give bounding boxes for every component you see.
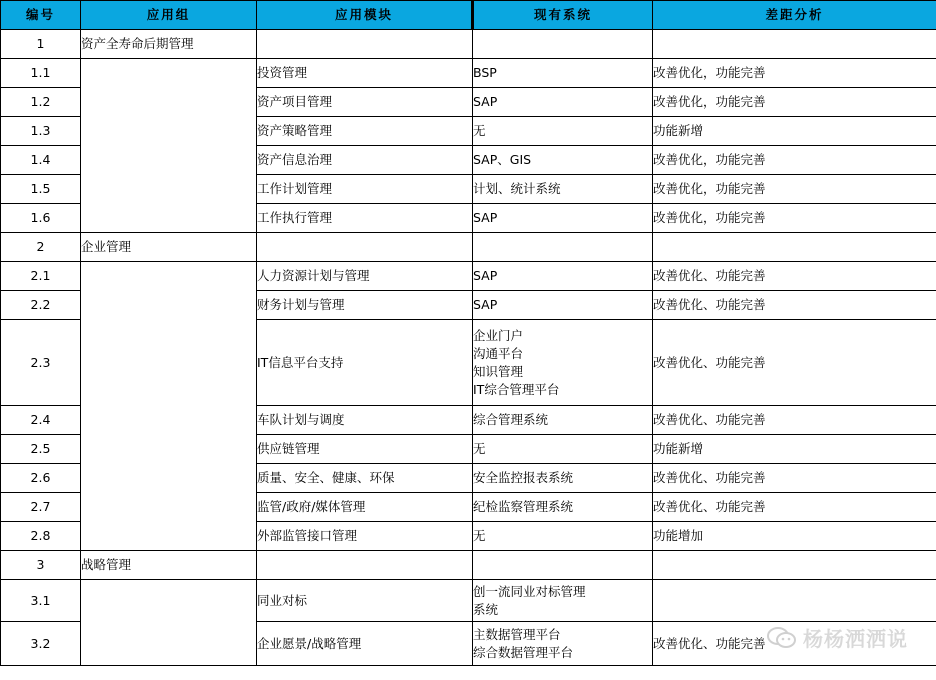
app-module: 质量、安全、健康、环保 bbox=[257, 464, 473, 493]
app-module: 人力资源计划与管理 bbox=[257, 262, 473, 291]
row-number: 1 bbox=[1, 30, 81, 59]
gap-analysis: 功能增加 bbox=[653, 522, 936, 551]
system-line: BSP bbox=[473, 65, 497, 80]
gap-analysis: 改善优化、功能完善 bbox=[653, 493, 936, 522]
row-number: 1.4 bbox=[1, 146, 81, 175]
wechat-icon bbox=[767, 626, 797, 650]
app-module: 资产策略管理 bbox=[257, 117, 473, 146]
system-line: 纪检监察管理系统 bbox=[473, 499, 574, 514]
system-line: 无 bbox=[473, 123, 486, 138]
app-group: 战略管理 bbox=[81, 551, 257, 580]
gap-analysis: 改善优化，功能完善 bbox=[653, 59, 936, 88]
existing-system bbox=[473, 580, 653, 622]
header-group: 应用组 bbox=[81, 1, 257, 30]
gap-analysis: 改善优化、功能完善 bbox=[653, 262, 936, 291]
gap-analysis: 改善优化，功能完善 bbox=[653, 88, 936, 117]
existing-system bbox=[473, 435, 653, 464]
row-number: 1.6 bbox=[1, 204, 81, 233]
row-number: 3 bbox=[1, 551, 81, 580]
row-number: 2.6 bbox=[1, 464, 81, 493]
existing-system bbox=[473, 88, 653, 117]
header-module: 应用模块 bbox=[257, 1, 473, 30]
system-line: 知识管理 bbox=[473, 363, 524, 379]
app-module: 工作计划管理 bbox=[257, 175, 473, 204]
app-module: 投资管理 bbox=[257, 59, 473, 88]
existing-system bbox=[473, 291, 653, 320]
app-module: 外部监管接口管理 bbox=[257, 522, 473, 551]
row-number: 2 bbox=[1, 233, 81, 262]
row-number: 1.1 bbox=[1, 59, 81, 88]
row-number: 1.5 bbox=[1, 175, 81, 204]
gap-analysis: 改善优化、功能完善 bbox=[653, 622, 936, 666]
system-line: SAP bbox=[473, 210, 498, 225]
existing-system bbox=[473, 117, 653, 146]
existing-system bbox=[473, 59, 653, 88]
gap-analysis bbox=[653, 580, 936, 622]
system-line: 综合管理系统 bbox=[473, 412, 549, 427]
app-module: 同业对标 bbox=[257, 580, 473, 622]
gap-analysis: 改善优化、功能完善 bbox=[653, 406, 936, 435]
existing-system bbox=[473, 175, 653, 204]
table-row bbox=[1, 580, 936, 622]
system-line: 系统 bbox=[473, 601, 499, 617]
row-number: 2.5 bbox=[1, 435, 81, 464]
existing-system bbox=[473, 320, 653, 406]
table-row bbox=[1, 262, 936, 291]
system-line: SAP、GIS bbox=[473, 152, 532, 167]
section-row bbox=[1, 30, 936, 59]
system-line: 安全监控报表系统 bbox=[473, 470, 574, 485]
system-line: 无 bbox=[473, 441, 486, 456]
system-line: SAP bbox=[473, 268, 498, 283]
gap-analysis: 功能新增 bbox=[653, 435, 936, 464]
system-line: 企业门户 bbox=[473, 327, 524, 343]
existing-system bbox=[473, 204, 653, 233]
existing-system bbox=[473, 406, 653, 435]
app-group: 资产全寿命后期管理 bbox=[81, 30, 257, 59]
system-line: 沟通平台 bbox=[473, 345, 524, 361]
existing-system bbox=[473, 233, 653, 262]
header-gap: 差距分析 bbox=[653, 1, 936, 30]
row-number: 2.8 bbox=[1, 522, 81, 551]
app-module: 工作执行管理 bbox=[257, 204, 473, 233]
gap-analysis: 改善优化、功能完善 bbox=[653, 320, 936, 406]
row-number: 2.4 bbox=[1, 406, 81, 435]
section-row bbox=[1, 233, 936, 262]
system-line: SAP bbox=[473, 297, 498, 312]
existing-system bbox=[473, 30, 653, 59]
gap-analysis bbox=[653, 233, 936, 262]
system-line: 创一流同业对标管理 bbox=[473, 583, 586, 599]
existing-system bbox=[473, 493, 653, 522]
row-number: 1.2 bbox=[1, 88, 81, 117]
watermark-text: 杨杨洒洒说 bbox=[803, 627, 908, 651]
gap-analysis: 功能新增 bbox=[653, 117, 936, 146]
gap-analysis bbox=[653, 551, 936, 580]
row-number: 2.2 bbox=[1, 291, 81, 320]
existing-system bbox=[473, 622, 653, 666]
existing-system bbox=[473, 551, 653, 580]
app-module: 企业愿景/战略管理 bbox=[257, 622, 473, 666]
app-module: IT信息平台支持 bbox=[257, 320, 473, 406]
app-group-empty bbox=[81, 262, 257, 551]
app-module: 车队计划与调度 bbox=[257, 406, 473, 435]
table-row bbox=[1, 59, 936, 88]
gap-analysis bbox=[653, 30, 936, 59]
app-group-empty bbox=[81, 580, 257, 666]
app-module: 供应链管理 bbox=[257, 435, 473, 464]
app-module bbox=[257, 233, 473, 262]
system-line: 综合数据管理平台 bbox=[473, 644, 574, 660]
row-number: 2.7 bbox=[1, 493, 81, 522]
existing-system bbox=[473, 464, 653, 493]
watermark bbox=[767, 623, 908, 652]
app-module: 财务计划与管理 bbox=[257, 291, 473, 320]
gap-analysis: 改善优化，功能完善 bbox=[653, 204, 936, 233]
app-module bbox=[257, 30, 473, 59]
gap-analysis: 改善优化、功能完善 bbox=[653, 464, 936, 493]
header-num: 编号 bbox=[1, 1, 81, 30]
row-number: 2.3 bbox=[1, 320, 81, 406]
gap-analysis: 改善优化、功能完善 bbox=[653, 291, 936, 320]
system-line: 主数据管理平台 bbox=[473, 626, 561, 642]
existing-system bbox=[473, 262, 653, 291]
existing-system bbox=[473, 522, 653, 551]
system-line: IT综合管理平台 bbox=[473, 381, 560, 397]
row-number: 3.1 bbox=[1, 580, 81, 622]
header-system: 现有系统 bbox=[473, 1, 653, 30]
row-number: 2.1 bbox=[1, 262, 81, 291]
app-module: 资产项目管理 bbox=[257, 88, 473, 117]
system-line: 计划、统计系统 bbox=[473, 181, 561, 196]
existing-system bbox=[473, 146, 653, 175]
row-number: 3.2 bbox=[1, 622, 81, 666]
row-number: 1.3 bbox=[1, 117, 81, 146]
system-line: 无 bbox=[473, 528, 486, 543]
gap-analysis: 改善优化，功能完善 bbox=[653, 175, 936, 204]
header-row bbox=[1, 1, 936, 30]
system-line: SAP bbox=[473, 94, 498, 109]
gap-analysis: 改善优化，功能完善 bbox=[653, 146, 936, 175]
app-module: 监管/政府/媒体管理 bbox=[257, 493, 473, 522]
app-group: 企业管理 bbox=[81, 233, 257, 262]
app-module bbox=[257, 551, 473, 580]
section-row bbox=[1, 551, 936, 580]
app-group-empty bbox=[81, 59, 257, 233]
app-module: 资产信息治理 bbox=[257, 146, 473, 175]
